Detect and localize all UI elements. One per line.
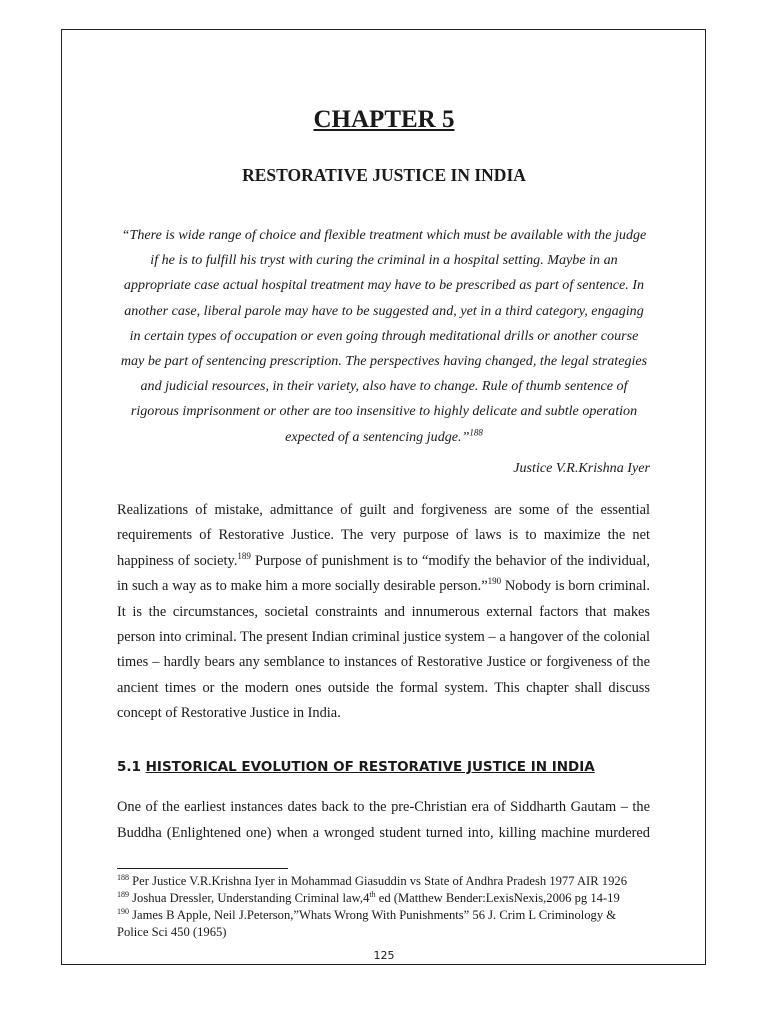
- paragraph-line: [117, 549, 650, 574]
- footnote-number: 188: [117, 872, 129, 882]
- paragraph-line: Realizations of mistake, admittance of guilt and forgiveness are some of the essential: [117, 502, 650, 518]
- paragraph-text: in such a way as to make him a more socially desirable person.”: [117, 578, 488, 595]
- footnotes: [117, 873, 657, 941]
- footnote-ref-190[interactable]: 190: [487, 576, 502, 587]
- quote-line-last: [112, 425, 656, 450]
- quote-line: and judicial resources, in their variety, also have to change. Rule of thumb sentence of: [140, 378, 628, 395]
- quote-line-text: expected of a sentencing judge.”: [285, 428, 470, 445]
- footnote-superscript: th: [369, 889, 376, 899]
- paragraph-line: One of the earliest instances dates back to the pre-Christian era of Siddharth Gautam – the: [117, 799, 650, 815]
- epigraph-quote: [112, 223, 656, 450]
- section-paragraph: [117, 794, 650, 846]
- quote-author: Justice V.R.Krishna Iyer: [513, 460, 650, 476]
- footnote-text: Joshua Dressler, Understanding Criminal law,4: [129, 891, 370, 905]
- paragraph-line: times – hardly bears any semblance to instances of Restorative Justice or forgiveness of the: [117, 654, 650, 671]
- chapter-subtitle: RESTORATIVE JUSTICE IN INDIA: [242, 165, 526, 185]
- quote-line: another case, liberal parole may have to be suggested and, yet in a third category, engaging: [124, 302, 644, 319]
- chapter-title: CHAPTER 5: [313, 106, 455, 133]
- footnote-number: 190: [117, 906, 129, 916]
- paragraph-text: happiness of society.: [117, 552, 238, 569]
- footnote-190-continued: Police Sci 450 (1965): [117, 925, 227, 939]
- quote-line: rigorous imprisonment or other are too insensitive to highly delicate and subtle operation: [130, 403, 638, 420]
- footnote-ref-188[interactable]: 188: [469, 426, 483, 437]
- footnote-text: James B Apple, Neil J.Peterson,”Whats Wrong With Punishments” 56 J. Crim L Criminology &: [129, 908, 617, 922]
- quote-line: if he is to fulfill his tryst with curing the criminal in a hospital setting. Maybe in an: [150, 252, 618, 269]
- footnote-text: Per Justice V.R.Krishna Iyer in Mohammad Giasuddin vs State of Andhra Pradesh 1977 AIR 1926: [129, 874, 627, 888]
- section-number: 5.1: [117, 759, 146, 775]
- paragraph-line: requirements of Restorative Justice. The very purpose of laws is to maximize the net: [117, 527, 650, 544]
- quote-line: appropriate case actual hospital treatment may have to be prescribed as part of sentence. In: [123, 277, 645, 294]
- paragraph-line: It is the circumstances, societal constraints and innumerous external factors that makes: [117, 603, 650, 620]
- footnote-divider: [117, 868, 288, 869]
- section-heading: [117, 759, 595, 775]
- paragraph-text: Purpose of punishment is to “modify the behavior of the individual,: [250, 552, 650, 569]
- paragraph-line: ancient times or the modern ones outside the formal system. This chapter shall discuss: [117, 679, 650, 696]
- quote-line: in certain types of occupation or even going through meditational drills or another course: [129, 327, 639, 344]
- footnote-189: [117, 890, 657, 907]
- intro-paragraph: [117, 498, 650, 727]
- page-number: 125: [373, 949, 395, 962]
- footnote-188: [117, 873, 657, 890]
- quote-line: “There is wide range of choice and flexible treatment which must be available with the judge: [121, 227, 647, 243]
- paragraph-line: person into criminal. The present Indian criminal justice system – a hangover of the colonial: [117, 629, 650, 646]
- footnote-text: ed (Matthew Bender:LexisNexis,2006 pg 14-19: [375, 891, 620, 905]
- paragraph-text: Nobody is born criminal.: [501, 578, 650, 595]
- footnote-190: [117, 907, 657, 924]
- paragraph-line: [117, 574, 650, 599]
- paragraph-line: concept of Restorative Justice in India.: [117, 705, 341, 722]
- quote-line: may be part of sentencing prescription. The perspectives having changed, the legal strategies: [120, 353, 648, 370]
- footnote-ref-189[interactable]: 189: [237, 551, 251, 562]
- footnote-number: 189: [117, 889, 129, 899]
- paragraph-line: Buddha (Enlightened one) when a wronged student turned into, killing machine murdered: [117, 825, 650, 841]
- section-title: HISTORICAL EVOLUTION OF RESTORATIVE JUSTICE IN INDIA: [145, 759, 595, 775]
